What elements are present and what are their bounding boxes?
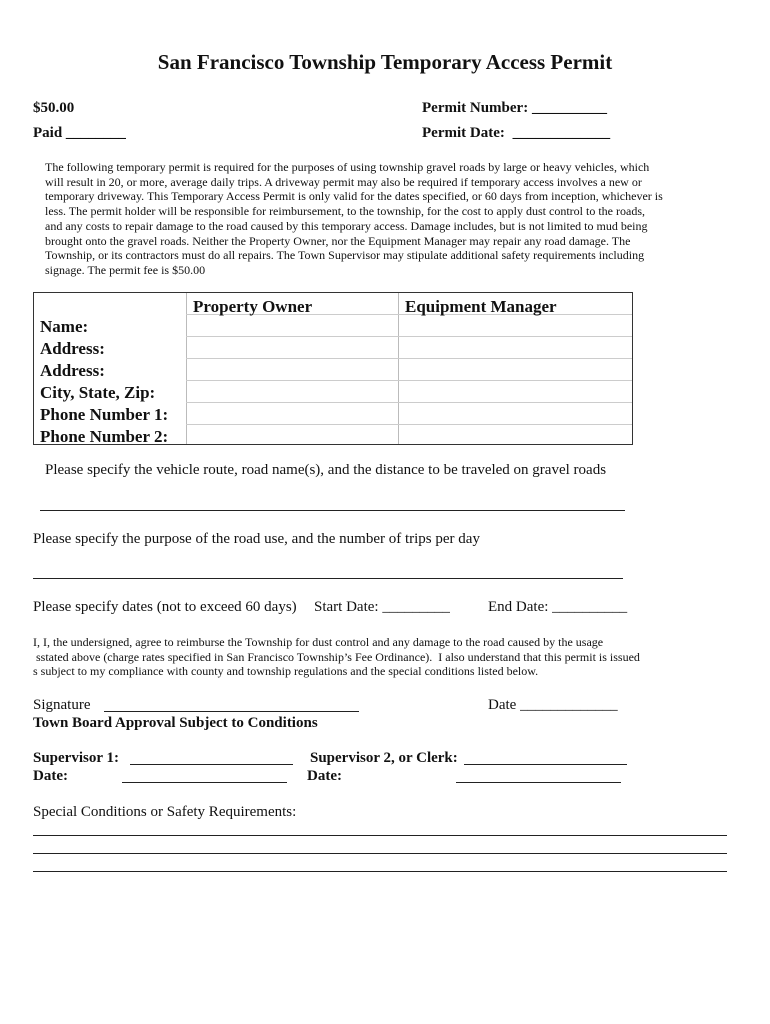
purpose-prompt: Please specify the purpose of the road use, and the number of trips per day — [33, 531, 480, 547]
approval-date-1-line[interactable] — [122, 782, 287, 783]
owner-address-cell[interactable] — [187, 337, 398, 358]
approval-date-2-line[interactable] — [456, 782, 621, 783]
contact-table — [33, 292, 633, 445]
agreement-line: sstated above (charge rates specified in San Francisco Township’s Fee Ordinance). I also understand that this permit is issued — [33, 649, 640, 664]
intro-line: brought onto the gravel roads. Neither the Property Owner, nor the Equipment Manager may repair any road damage. The — [45, 233, 631, 248]
end-date-field[interactable]: End Date: __________ — [488, 599, 628, 615]
approval-date-2-label: Date: — [307, 768, 342, 784]
manager-address-cell[interactable] — [399, 337, 632, 358]
owner-phone-1-cell[interactable] — [187, 403, 398, 424]
route-answer-line[interactable] — [40, 510, 625, 511]
agreement-line: s subject to my compliance with county and township regulations and the special conditions listed below. — [33, 664, 539, 679]
paid-field[interactable]: Paid ________ — [33, 125, 126, 141]
intro-line: signage. The permit fee is $50.00 — [45, 262, 206, 277]
permit-fee: $50.00 — [33, 100, 75, 116]
dates-prompt: Please specify dates (not to exceed 60 days) — [33, 599, 297, 615]
signature-line[interactable] — [104, 711, 359, 712]
row-label-address-2: Address: — [40, 361, 105, 380]
intro-paragraph — [45, 160, 695, 278]
start-date-field[interactable]: Start Date: _________ — [314, 599, 450, 615]
permit-date-label: Permit Date: — [422, 125, 505, 141]
special-conditions-line[interactable] — [33, 871, 727, 872]
agreement-paragraph — [33, 635, 713, 679]
manager-address-2-cell[interactable] — [399, 359, 632, 380]
owner-city-cell[interactable] — [187, 381, 398, 402]
row-label-phone-2: Phone Number 2: — [40, 427, 169, 446]
approval-date-1-label: Date: — [33, 768, 68, 784]
intro-line: The following temporary permit is required for the purposes of using township gravel roads by large or heavy vehicles, which — [45, 160, 650, 174]
intro-line: will result in 20, or more, average daily trips. A driveway permit may also be required if temporary access involves a new or — [45, 174, 642, 189]
owner-phone-2-cell[interactable] — [187, 425, 398, 444]
manager-phone-1-cell[interactable] — [399, 403, 632, 424]
purpose-answer-line[interactable] — [33, 578, 623, 579]
approval-heading: Town Board Approval Subject to Conditions — [33, 715, 318, 731]
manager-phone-2-cell[interactable] — [399, 425, 632, 444]
intro-line: temporary driveway. This Temporary Access Permit is only valid for the dates specified, or 60 days from inception, whichever is — [45, 189, 663, 204]
supervisor-2-line[interactable] — [464, 764, 627, 765]
signature-date-field[interactable]: Date _____________ — [488, 697, 618, 713]
intro-line: and any costs to repair damage to the road caused by this temporary access. Damage includes, but is not limited to mud being — [45, 218, 648, 233]
route-prompt: Please specify the vehicle route, road name(s), and the distance to be traveled on gravel roads — [45, 462, 607, 478]
column-header-property-owner: Property Owner — [193, 297, 313, 316]
permit-date-field[interactable] — [422, 125, 610, 142]
supervisor-1-label: Supervisor 1: — [33, 750, 119, 766]
special-conditions-line[interactable] — [33, 835, 727, 836]
special-conditions-line[interactable] — [33, 853, 727, 854]
permit-number-field[interactable]: Permit Number: __________ — [422, 100, 607, 116]
manager-name-cell[interactable] — [399, 315, 632, 336]
owner-name-cell[interactable] — [187, 315, 398, 336]
intro-line: less. The permit holder will be responsible for reimbursement, to the township, for the cost to apply dust control to the roads, — [45, 204, 645, 219]
owner-address-2-cell[interactable] — [187, 359, 398, 380]
signature-label: Signature — [33, 697, 91, 713]
row-label-phone-1: Phone Number 1: — [40, 405, 169, 424]
agreement-line: I, I, the undersigned, agree to reimburse the Township for dust control and any damage to the road caused by the usage — [33, 635, 604, 649]
intro-line: Township, or its contractors must do all repairs. The Town Supervisor may stipulate additional safety requirements including — [45, 248, 645, 263]
special-conditions-label: Special Conditions or Safety Requirements: — [33, 804, 297, 820]
row-label-city-state-zip: City, State, Zip: — [40, 383, 156, 402]
row-label-address: Address: — [40, 339, 105, 358]
manager-city-cell[interactable] — [399, 381, 632, 402]
row-label-name: Name: — [40, 317, 89, 336]
permit-date-blank[interactable]: _____________ — [512, 125, 611, 141]
supervisor-2-label: Supervisor 2, or Clerk: — [310, 750, 458, 766]
supervisor-1-line[interactable] — [130, 764, 293, 765]
column-header-equipment-manager: Equipment Manager — [405, 297, 557, 316]
page-title: San Francisco Township Temporary Access Permit — [157, 50, 613, 74]
